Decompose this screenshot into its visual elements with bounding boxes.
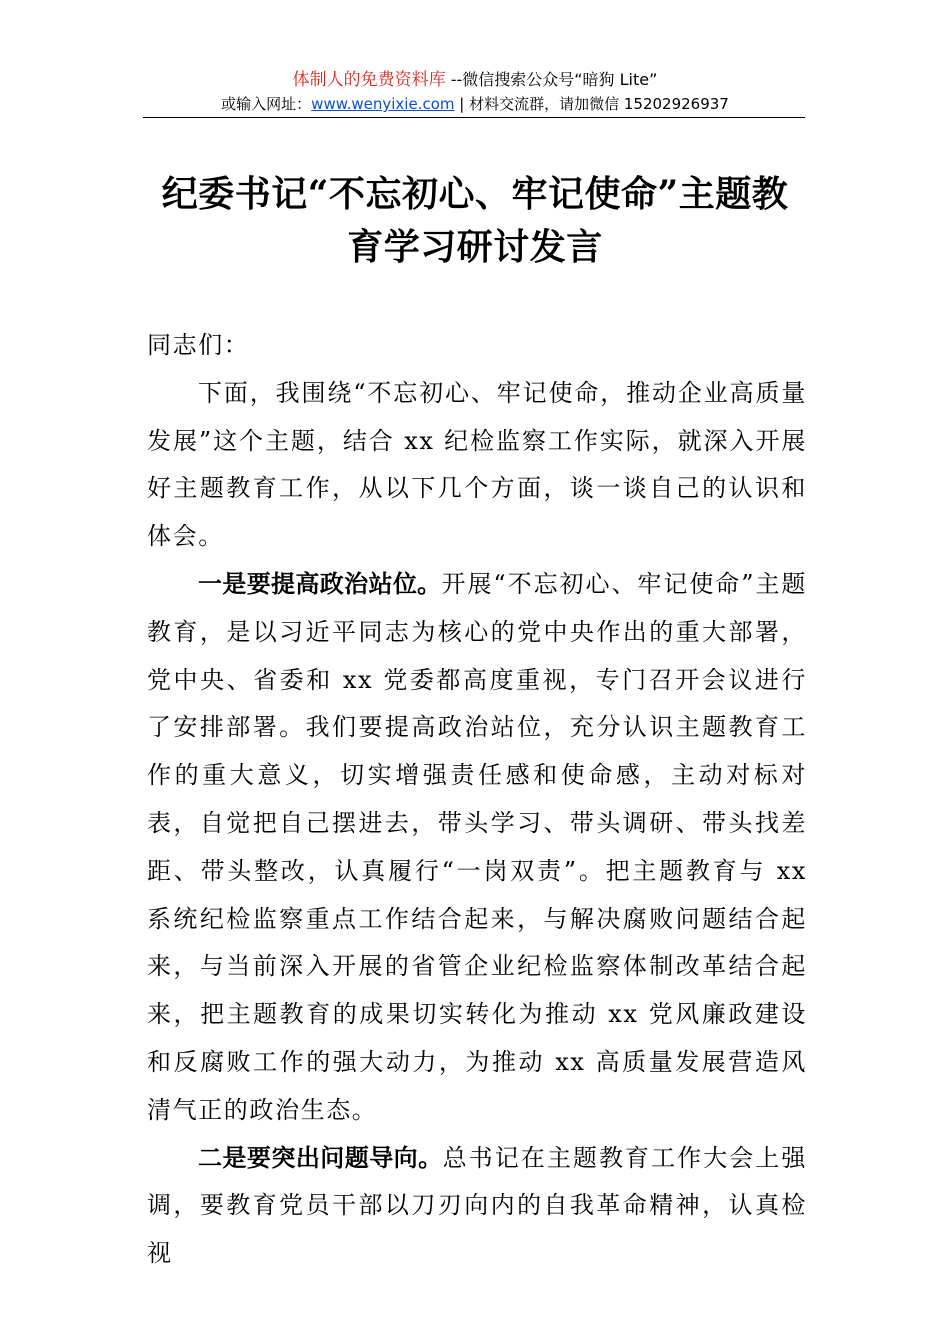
- paragraph-problem-oriented-text: 总书记在主题教育工作大会上强调，要教育党员干部以刀刃向内的自我革命精神，认真检视: [147, 1143, 807, 1268]
- header-contact-suffix: | 材料交流群，请加微信 15202926937: [454, 95, 729, 113]
- paragraph-political-stance-text: 开展“不忘初心、牢记使命”主题教育，是以习近平同志为核心的党中央作出的重大部署，党中央、省委和 xx 党委都高度重视，专门召开会议进行了安排部署。我们要提高政治站位，充分认识主题教育工作的重大意义，切实增强责任感和使命感，主动对标对表，自觉把自己摆进去，带头学习、带头调研、带头找差距、带头整改，认真履行“一岗双责”。把主题教育与 xx 系统纪检监察重点工作结合起来，与解决腐败问题结合起来，与当前深入开展的省管企业纪检监察体制改革结合起来，把主题教育的成果切实转化为推动 xx 党风廉政建设和反腐败工作的强大动力，为推动 xx 高质量发展营造风清气正的政治生态。: [147, 569, 808, 1124]
- paragraph-political-stance-lead: 一是要提高政治站位。: [198, 569, 442, 598]
- document-title: [130, 168, 820, 274]
- greeting: 同志们：: [147, 331, 250, 359]
- title-line-2: 育学习研讨发言: [347, 226, 603, 268]
- header-contact-line: [0, 92, 950, 116]
- header-tagline: --微信搜索公众号“暗狗 Lite”: [445, 70, 658, 89]
- header-brand: 体制人的免费资料库: [292, 70, 446, 90]
- header-url-prefix: 或输入网址：: [221, 95, 312, 113]
- header-website-link[interactable]: www.wenyixie.com: [311, 95, 455, 113]
- paragraph-political-stance: [147, 561, 807, 1135]
- header-divider: [143, 117, 805, 118]
- paragraph-problem-oriented-lead: 二是要突出问题导向。: [198, 1143, 443, 1172]
- paragraph-intro: 下面，我围绕“不忘初心、牢记使命，推动企业高质量发展”这个主题，结合 xx 纪检监察工作实际，就深入开展好主题教育工作，从以下几个方面，谈一谈自己的认识和体会。: [147, 378, 807, 551]
- header-promo-line: [0, 68, 950, 92]
- title-line-1: 纪委书记“不忘初心、牢记使命”主题教: [161, 173, 789, 215]
- document-body: [147, 322, 807, 1278]
- paragraph-problem-oriented: [147, 1135, 807, 1278]
- document-header: [0, 68, 950, 116]
